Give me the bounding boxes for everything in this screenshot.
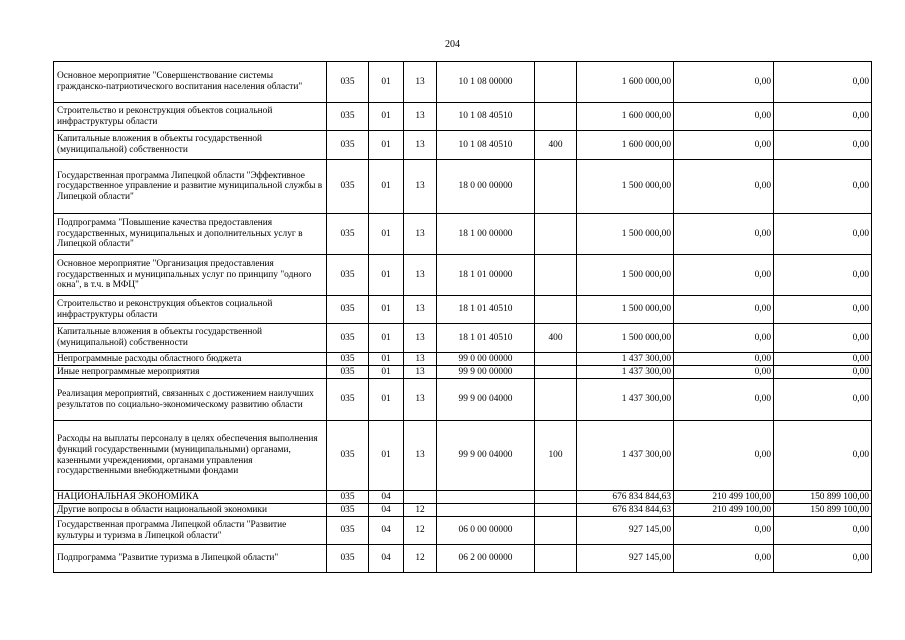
- ministry-code: 035: [327, 214, 369, 255]
- row-name: Расходы на выплаты персоналу в целях обеспечения выполнения функций государственными (муниципальными) органами, казенными учреждениями, органами управления государственными внебюджетными фондами: [54, 421, 327, 491]
- target-code: 18 0 00 00000: [437, 160, 535, 214]
- section-code: 01: [369, 421, 404, 491]
- target-code: 99 9 00 04000: [437, 421, 535, 491]
- target-code: 06 2 00 00000: [437, 545, 535, 573]
- section-code: 04: [369, 545, 404, 573]
- section-code: 01: [369, 353, 404, 366]
- row-name: Подпрограмма "Повышение качества предоставления государственных, муниципальных и дополнительных услуг в Липецкой области": [54, 214, 327, 255]
- sum-year-1: 1 500 000,00: [577, 160, 674, 214]
- section-code: 01: [369, 324, 404, 353]
- table-row: [54, 62, 872, 103]
- table-row: [54, 517, 872, 545]
- target-code: 10 1 08 40510: [437, 131, 535, 160]
- table-row: [54, 103, 872, 131]
- sum-year-3: 0,00: [774, 421, 872, 491]
- row-name: Государственная программа Липецкой области "Развитие культуры и туризма в Липецкой области": [54, 517, 327, 545]
- subsection-code: [404, 491, 437, 504]
- sum-year-1: 1 437 300,00: [577, 366, 674, 379]
- row-name: НАЦИОНАЛЬНАЯ ЭКОНОМИКА: [54, 491, 327, 504]
- subsection-code: 13: [404, 353, 437, 366]
- ministry-code: 035: [327, 504, 369, 517]
- target-code: 18 1 01 00000: [437, 255, 535, 296]
- row-name: Подпрограмма "Развитие туризма в Липецкой области": [54, 545, 327, 573]
- subsection-code: 13: [404, 255, 437, 296]
- row-name: Капитальные вложения в объекты государственной (муниципальной) собственности: [54, 324, 327, 353]
- ministry-code: 035: [327, 545, 369, 573]
- row-name: Основное мероприятие "Организация предоставления государственных и муниципальных услуг по принципу "одного окна", в т.ч. в МФЦ": [54, 255, 327, 296]
- sum-year-2: 0,00: [674, 62, 774, 103]
- row-name: Другие вопросы в области национальной экономики: [54, 504, 327, 517]
- expense-type-code: [535, 491, 577, 504]
- sum-year-3: 0,00: [774, 103, 872, 131]
- sum-year-2: 0,00: [674, 214, 774, 255]
- sum-year-2: 0,00: [674, 255, 774, 296]
- budget-table: [53, 61, 872, 573]
- row-name: Строительство и реконструкция объектов социальной инфраструктуры области: [54, 296, 327, 324]
- sum-year-1: 927 145,00: [577, 517, 674, 545]
- ministry-code: 035: [327, 379, 369, 421]
- sum-year-2: 0,00: [674, 296, 774, 324]
- sum-year-3: 0,00: [774, 296, 872, 324]
- section-code: 01: [369, 214, 404, 255]
- expense-type-code: [535, 296, 577, 324]
- page-number: 204: [445, 39, 460, 50]
- sum-year-3: 150 899 100,00: [774, 504, 872, 517]
- ministry-code: 035: [327, 103, 369, 131]
- sum-year-3: 0,00: [774, 62, 872, 103]
- sum-year-1: 927 145,00: [577, 545, 674, 573]
- ministry-code: 035: [327, 491, 369, 504]
- expense-type-code: [535, 214, 577, 255]
- sum-year-2: 0,00: [674, 160, 774, 214]
- row-name: Непрограммные расходы областного бюджета: [54, 353, 327, 366]
- table-row: [54, 131, 872, 160]
- target-code: [437, 491, 535, 504]
- sum-year-3: 0,00: [774, 366, 872, 379]
- table-row: [54, 324, 872, 353]
- sum-year-1: 1 600 000,00: [577, 103, 674, 131]
- subsection-code: 12: [404, 504, 437, 517]
- ministry-code: 035: [327, 160, 369, 214]
- sum-year-1: 1 500 000,00: [577, 214, 674, 255]
- sum-year-3: 0,00: [774, 353, 872, 366]
- sum-year-2: 0,00: [674, 517, 774, 545]
- expense-type-code: [535, 160, 577, 214]
- subsection-code: 12: [404, 545, 437, 573]
- ministry-code: 035: [327, 421, 369, 491]
- sum-year-2: 210 499 100,00: [674, 491, 774, 504]
- expense-type-code: 100: [535, 421, 577, 491]
- sum-year-2: 0,00: [674, 103, 774, 131]
- table-row: [54, 421, 872, 491]
- subsection-code: 12: [404, 517, 437, 545]
- subsection-code: 13: [404, 62, 437, 103]
- row-name: Основное мероприятие "Совершенствование системы гражданско-патриотического воспитания населения области": [54, 62, 327, 103]
- expense-type-code: [535, 379, 577, 421]
- subsection-code: 13: [404, 296, 437, 324]
- sum-year-3: 0,00: [774, 255, 872, 296]
- subsection-code: 13: [404, 103, 437, 131]
- expense-type-code: [535, 366, 577, 379]
- sum-year-2: 0,00: [674, 353, 774, 366]
- target-code: 99 0 00 00000: [437, 353, 535, 366]
- expense-type-code: [535, 353, 577, 366]
- section-code: 01: [369, 131, 404, 160]
- row-name: Строительство и реконструкция объектов социальной инфраструктуры области: [54, 103, 327, 131]
- table-row: [54, 160, 872, 214]
- section-code: 01: [369, 296, 404, 324]
- sum-year-2: 0,00: [674, 545, 774, 573]
- sum-year-3: 0,00: [774, 517, 872, 545]
- sum-year-1: 676 834 844,63: [577, 491, 674, 504]
- section-code: 01: [369, 160, 404, 214]
- sum-year-3: 0,00: [774, 131, 872, 160]
- ministry-code: 035: [327, 296, 369, 324]
- subsection-code: 13: [404, 379, 437, 421]
- section-code: 04: [369, 491, 404, 504]
- sum-year-1: 1 600 000,00: [577, 131, 674, 160]
- target-code: 99 9 00 00000: [437, 366, 535, 379]
- expense-type-code: [535, 545, 577, 573]
- section-code: 01: [369, 62, 404, 103]
- subsection-code: 13: [404, 421, 437, 491]
- sum-year-3: 0,00: [774, 379, 872, 421]
- table-row: [54, 491, 872, 504]
- ministry-code: 035: [327, 62, 369, 103]
- subsection-code: 13: [404, 324, 437, 353]
- section-code: 04: [369, 504, 404, 517]
- sum-year-2: 210 499 100,00: [674, 504, 774, 517]
- target-code: 18 1 01 40510: [437, 324, 535, 353]
- ministry-code: 035: [327, 255, 369, 296]
- sum-year-1: 1 600 000,00: [577, 62, 674, 103]
- subsection-code: 13: [404, 131, 437, 160]
- section-code: 04: [369, 517, 404, 545]
- expense-type-code: 400: [535, 131, 577, 160]
- table-row: [54, 504, 872, 517]
- table-row: [54, 353, 872, 366]
- row-name: Иные непрограммные мероприятия: [54, 366, 327, 379]
- table-row: [54, 545, 872, 573]
- ministry-code: 035: [327, 366, 369, 379]
- subsection-code: 13: [404, 214, 437, 255]
- sum-year-3: 0,00: [774, 214, 872, 255]
- section-code: 01: [369, 379, 404, 421]
- sum-year-1: 1 500 000,00: [577, 296, 674, 324]
- sum-year-2: 0,00: [674, 366, 774, 379]
- section-code: 01: [369, 103, 404, 131]
- subsection-code: 13: [404, 366, 437, 379]
- table-row: [54, 214, 872, 255]
- ministry-code: 035: [327, 517, 369, 545]
- sum-year-2: 0,00: [674, 379, 774, 421]
- sum-year-3: 150 899 100,00: [774, 491, 872, 504]
- subsection-code: 13: [404, 160, 437, 214]
- section-code: 01: [369, 366, 404, 379]
- expense-type-code: [535, 62, 577, 103]
- sum-year-1: 1 500 000,00: [577, 255, 674, 296]
- sum-year-2: 0,00: [674, 421, 774, 491]
- table-row: [54, 379, 872, 421]
- target-code: 18 1 00 00000: [437, 214, 535, 255]
- sum-year-1: 676 834 844,63: [577, 504, 674, 517]
- sum-year-1: 1 500 000,00: [577, 324, 674, 353]
- row-name: Капитальные вложения в объекты государственной (муниципальной) собственности: [54, 131, 327, 160]
- expense-type-code: [535, 103, 577, 131]
- target-code: [437, 504, 535, 517]
- table-row: [54, 366, 872, 379]
- sum-year-3: 0,00: [774, 324, 872, 353]
- table-row: [54, 255, 872, 296]
- expense-type-code: [535, 517, 577, 545]
- ministry-code: 035: [327, 131, 369, 160]
- row-name: Государственная программа Липецкой области "Эффективное государственное управление и развитие муниципальной службы в Липецкой области": [54, 160, 327, 214]
- section-code: 01: [369, 255, 404, 296]
- target-code: 99 9 00 04000: [437, 379, 535, 421]
- target-code: 10 1 08 00000: [437, 62, 535, 103]
- row-name: Реализация мероприятий, связанных с достижением наилучших результатов по социально-экономическому развитию области: [54, 379, 327, 421]
- sum-year-1: 1 437 300,00: [577, 379, 674, 421]
- sum-year-3: 0,00: [774, 545, 872, 573]
- ministry-code: 035: [327, 324, 369, 353]
- sum-year-1: 1 437 300,00: [577, 421, 674, 491]
- target-code: 10 1 08 40510: [437, 103, 535, 131]
- sum-year-2: 0,00: [674, 324, 774, 353]
- ministry-code: 035: [327, 353, 369, 366]
- sum-year-2: 0,00: [674, 131, 774, 160]
- target-code: 18 1 01 40510: [437, 296, 535, 324]
- expense-type-code: [535, 504, 577, 517]
- target-code: 06 0 00 00000: [437, 517, 535, 545]
- table-row: [54, 296, 872, 324]
- sum-year-3: 0,00: [774, 160, 872, 214]
- expense-type-code: 400: [535, 324, 577, 353]
- expense-type-code: [535, 255, 577, 296]
- sum-year-1: 1 437 300,00: [577, 353, 674, 366]
